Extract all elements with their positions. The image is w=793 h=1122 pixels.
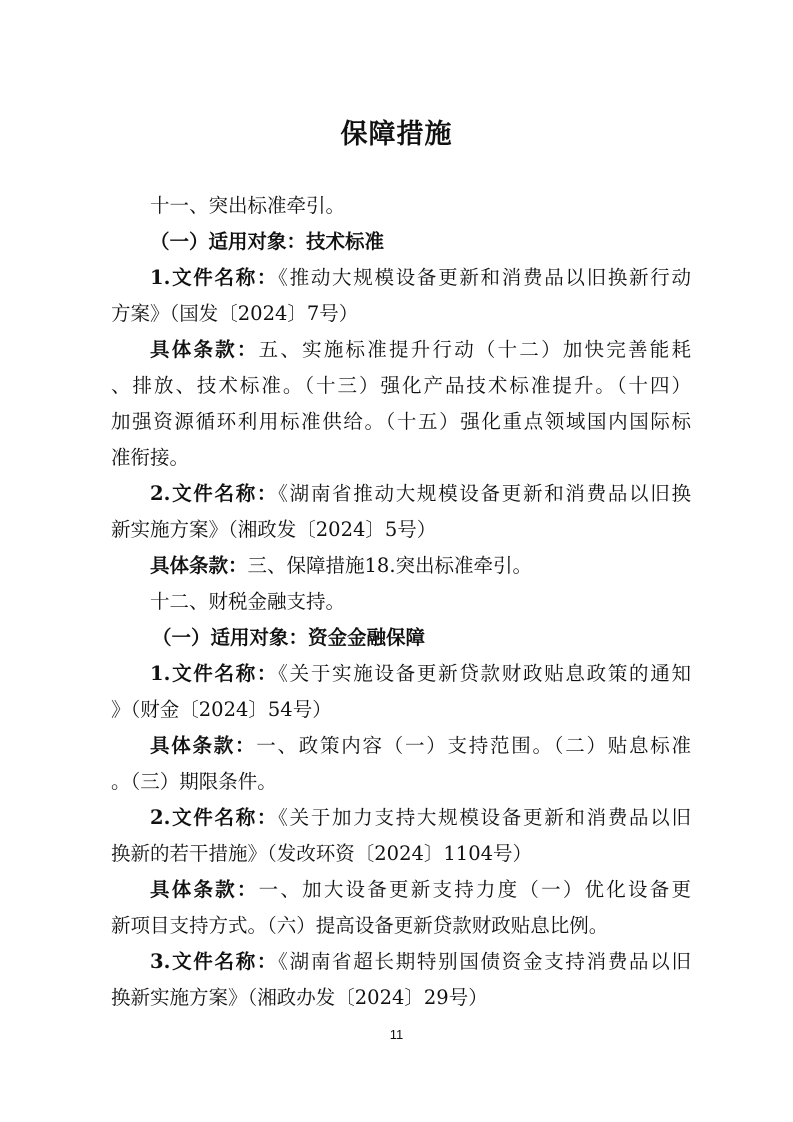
- clause-label: 具体条款：: [150, 338, 259, 361]
- clause-label: 具体条款：: [150, 734, 257, 757]
- clause-text: 五、实施标准提升行动（十二）加快完善能耗: [258, 338, 691, 361]
- clause-12-1-line1: [150, 734, 691, 758]
- doc-12-3-line2: 换新实施方案》（湘政办发〔2024〕29号）: [111, 986, 488, 1009]
- doc-title: 《推动大规模设备更新和消费品以旧换新行动: [278, 266, 691, 289]
- doc-12-1-line2: 》（财金〔2024〕54号）: [111, 698, 332, 721]
- doc-12-3-line1: [150, 950, 691, 974]
- doc-label: 1.文件名称：: [150, 266, 279, 289]
- section-12-subheading: （一）适用对象：资金金融保障: [152, 626, 426, 649]
- doc-12-2-line2: 换新的若干措施》（发改环资〔2024〕1104号）: [111, 842, 533, 865]
- doc-title: 《关于实施设备更新贷款财政贴息政策的通知: [278, 662, 691, 685]
- clause-text: 一、加大设备更新支持力度（一）优化设备更: [258, 878, 691, 901]
- page-number: 11: [389, 1027, 404, 1042]
- clause-11-1-line2: 、排放、技术标准。（十三）强化产品技术标准提升。（十四）: [111, 374, 691, 397]
- doc-title: 《湖南省推动大规模设备更新和消费品以旧换: [278, 482, 691, 505]
- doc-label: 2.文件名称：: [150, 806, 279, 829]
- clause-11-2-line1: [150, 554, 691, 578]
- doc-title: 《湖南省超长期特别国债资金支持消费品以旧: [278, 950, 691, 973]
- clause-11-1-line4: 准衔接。: [111, 446, 190, 469]
- doc-11-1-line1: [150, 266, 691, 290]
- doc-label: 3.文件名称：: [150, 950, 279, 973]
- clause-text: 一、政策内容（一）支持范围。（二）贴息标准: [256, 734, 691, 757]
- doc-title: 《关于加力支持大规模设备更新和消费品以旧: [278, 806, 691, 829]
- section-11-subheading: （一）适用对象：技术标准: [150, 230, 385, 253]
- doc-11-2-line1: [150, 482, 691, 506]
- clause-12-2-line2: 新项目支持方式。（六）提高设备更新贷款财政贴息比例。: [111, 914, 609, 937]
- clause-text: 三、保障措施18.突出标准牵引。: [247, 554, 533, 577]
- doc-label: 1.文件名称：: [150, 662, 279, 685]
- clause-12-2-line1: [150, 878, 691, 902]
- clause-label: 具体条款：: [150, 878, 259, 901]
- clause-11-1-line1: [150, 338, 691, 362]
- page-title: 保障措施: [340, 119, 453, 150]
- doc-label: 2.文件名称：: [150, 482, 279, 505]
- doc-11-1-line2: 方案》（国发〔2024〕7号）: [111, 302, 359, 325]
- section-11-heading: 十一、突出标准牵引。: [150, 194, 346, 217]
- section-12-heading: 十二、财税金融支持。: [150, 590, 346, 613]
- doc-12-1-line1: [150, 662, 691, 686]
- clause-11-1-line3: 加强资源循环利用标准供给。（十五）强化重点领域国内国际标: [111, 410, 691, 433]
- doc-11-2-line2: 新实施方案》（湘政发〔2024〕5号）: [111, 518, 437, 541]
- clause-12-1-line2: 。（三）期限条件。: [111, 770, 277, 793]
- clause-label: 具体条款：: [150, 554, 248, 577]
- doc-12-2-line1: [150, 806, 691, 830]
